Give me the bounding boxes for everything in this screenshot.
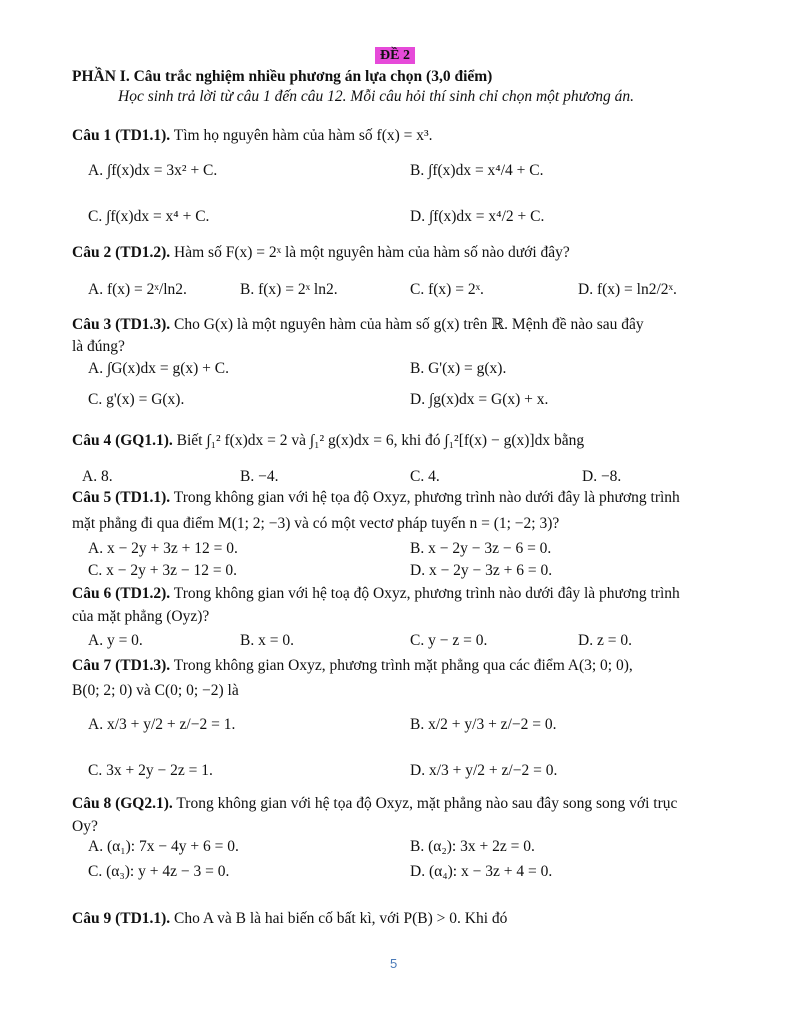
question-label: Câu 5 (TD1.1). [72, 489, 171, 506]
question-label: Câu 7 (TD1.3). [72, 657, 171, 674]
q1-option-b[interactable]: B. ∫f(x)dx = x⁴/4 + C. [410, 162, 544, 179]
question-label: Câu 9 (TD1.1). [72, 910, 171, 927]
q7-option-c[interactable]: C. 3x + 2y − 2z = 1. [88, 762, 213, 779]
question-7-cont: B(0; 2; 0) và C(0; 0; −2) là [72, 682, 239, 699]
question-5 [72, 489, 680, 507]
q2-option-b[interactable]: B. f(x) = 2ˣ ln2. [240, 281, 338, 298]
q3-option-a[interactable]: A. ∫G(x)dx = g(x) + C. [88, 360, 229, 377]
section-title: PHẦN I. Câu trắc nghiệm nhiều phương án lựa chọn (3,0 điểm) [72, 68, 493, 85]
q4-option-a[interactable]: A. 8. [82, 468, 113, 485]
question-6 [72, 585, 680, 603]
question-label: Câu 1 (TD1.1). [72, 127, 171, 144]
page-number: 5 [390, 956, 398, 971]
question-text: Tìm họ nguyên hàm của hàm số f(x) = x³. [173, 127, 433, 144]
question-8 [72, 795, 677, 813]
question-text: Cho G(x) là một nguyên hàm của hàm số g(x) trên ℝ. Mệnh đề nào sau đây [174, 316, 644, 333]
q7-option-d[interactable]: D. x/3 + y/2 + z/−2 = 0. [410, 762, 558, 779]
q7-option-a[interactable]: A. x/3 + y/2 + z/−2 = 1. [88, 716, 236, 733]
question-label: Câu 8 (GQ2.1). [72, 795, 173, 812]
exam-code-badge: ĐỀ 2 [375, 47, 415, 64]
q3-option-b[interactable]: B. G'(x) = g(x). [410, 360, 507, 377]
question-3 [72, 315, 644, 334]
q4-option-b[interactable]: B. −4. [240, 468, 279, 485]
q5-option-c[interactable]: C. x − 2y + 3z − 12 = 0. [88, 562, 238, 579]
q1-option-c[interactable]: C. ∫f(x)dx = x⁴ + C. [88, 208, 210, 225]
question-label: Câu 4 (GQ1.1). [72, 432, 173, 449]
q8-option-d[interactable]: D. (α₄): x − 3z + 4 = 0. [410, 863, 553, 880]
q6-option-d[interactable]: D. z = 0. [578, 632, 632, 649]
question-7 [72, 657, 633, 675]
question-2 [72, 244, 570, 262]
q8-option-b[interactable]: B. (α₂): 3x + 2z = 0. [410, 838, 535, 855]
question-text: Trong không gian với hệ tọa độ Oxyz, mặt phẳng nào sau đây song song với trục [176, 795, 678, 812]
q2-option-d[interactable]: D. f(x) = ln2/2ˣ. [578, 281, 677, 298]
question-3-cont: là đúng? [72, 338, 125, 355]
q5-option-a[interactable]: A. x − 2y + 3z + 12 = 0. [88, 540, 238, 557]
question-label: Câu 2 (TD1.2). [72, 244, 171, 261]
q4-option-d[interactable]: D. −8. [582, 468, 622, 485]
q2-option-c[interactable]: C. f(x) = 2ˣ. [410, 281, 484, 298]
q5-option-b[interactable]: B. x − 2y − 3z − 6 = 0. [410, 540, 552, 557]
q1-option-d[interactable]: D. ∫f(x)dx = x⁴/2 + C. [410, 208, 545, 225]
q7-option-b[interactable]: B. x/2 + y/3 + z/−2 = 0. [410, 716, 557, 733]
section-instruction: Học sinh trả lời từ câu 1 đến câu 12. Mỗi câu hỏi thí sinh chỉ chọn một phương án. [118, 88, 635, 105]
q3-option-c[interactable]: C. g'(x) = G(x). [88, 391, 185, 408]
q8-option-a[interactable]: A. (α₁): 7x − 4y + 6 = 0. [88, 838, 239, 855]
q5-option-d[interactable]: D. x − 2y − 3z + 6 = 0. [410, 562, 553, 579]
question-text: Biết ∫₁² f(x)dx = 2 và ∫₁² g(x)dx = 6, khi đó ∫₁²[f(x) − g(x)]dx bằng [176, 432, 585, 449]
question-text: Trong không gian với hệ toạ độ Oxyz, phương trình nào dưới đây là phương trình [173, 585, 680, 602]
q6-option-a[interactable]: A. y = 0. [88, 632, 143, 649]
question-4 [72, 432, 584, 450]
question-text: Hàm số F(x) = 2ˣ là một nguyên hàm của hàm số nào dưới đây? [174, 244, 570, 261]
question-1 [72, 127, 433, 145]
question-6-cont: của mặt phẳng (Oyz)? [72, 608, 210, 625]
question-text: Trong không gian với hệ tọa độ Oxyz, phương trình nào dưới đây là phương trình [173, 489, 680, 506]
q6-option-b[interactable]: B. x = 0. [240, 632, 294, 649]
q8-option-c[interactable]: C. (α₃): y + 4z − 3 = 0. [88, 863, 230, 880]
question-5-cont: mặt phẳng đi qua điểm M(1; 2; −3) và có một vectơ pháp tuyến n = (1; −2; 3)? [72, 515, 560, 532]
question-label: Câu 6 (TD1.2). [72, 585, 171, 602]
question-text: Trong không gian Oxyz, phương trình mặt phẳng qua các điểm A(3; 0; 0), [173, 657, 633, 674]
question-8-cont: Oy? [72, 818, 98, 835]
question-label: Câu 3 (TD1.3). [72, 316, 171, 333]
q2-option-a[interactable]: A. f(x) = 2ˣ/ln2. [88, 281, 187, 298]
q1-option-a[interactable]: A. ∫f(x)dx = 3x² + C. [88, 162, 218, 179]
q4-option-c[interactable]: C. 4. [410, 468, 440, 485]
question-9 [72, 910, 507, 928]
q3-option-d[interactable]: D. ∫g(x)dx = G(x) + x. [410, 391, 549, 408]
q6-option-c[interactable]: C. y − z = 0. [410, 632, 488, 649]
question-text: Cho A và B là hai biến cố bất kì, với P(B) > 0. Khi đó [174, 910, 508, 927]
